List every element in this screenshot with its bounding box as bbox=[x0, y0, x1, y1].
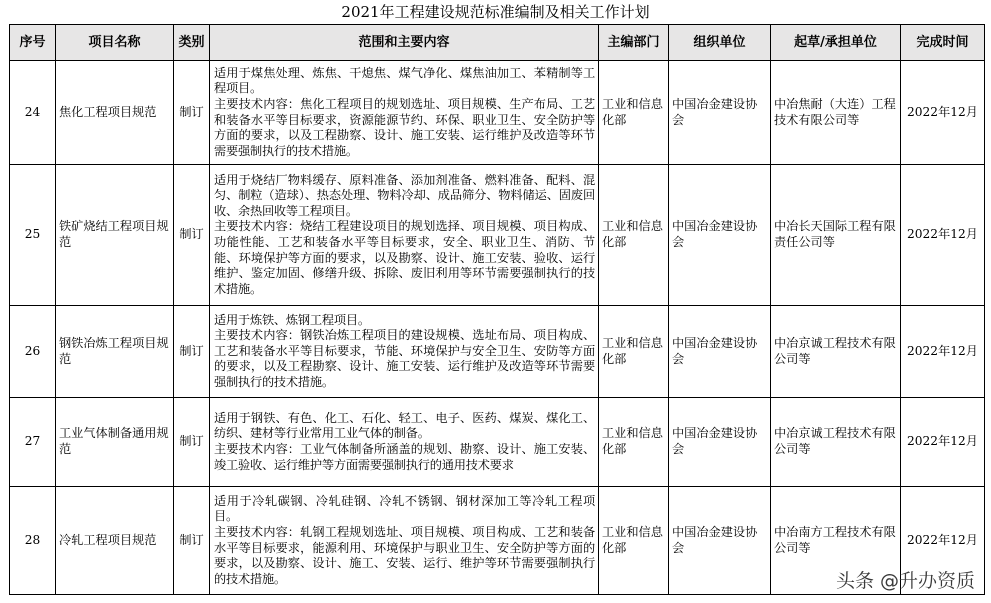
row-dept: 工业和信息化部 bbox=[599, 487, 669, 595]
row-project-name: 焦化工程项目规范 bbox=[56, 61, 174, 165]
row-due: 2022年12月 bbox=[901, 306, 985, 398]
row-no: 27 bbox=[10, 398, 56, 487]
row-content bbox=[210, 398, 599, 487]
row-type: 制订 bbox=[174, 398, 210, 487]
row-dept: 工业和信息化部 bbox=[599, 306, 669, 398]
content-paragraph: 适用于冷轧碳钢、冷轧硅钢、冷轧不锈钢、钢材深加工等冷轧工程项目。 bbox=[214, 493, 595, 524]
row-no: 26 bbox=[10, 306, 56, 398]
row-dept: 工业和信息化部 bbox=[599, 398, 669, 487]
row-due: 2022年12月 bbox=[901, 61, 985, 165]
row-project-name: 工业气体制备通用规范 bbox=[56, 398, 174, 487]
header-org: 组织单位 bbox=[669, 25, 771, 61]
row-due: 2022年12月 bbox=[901, 487, 985, 595]
row-org: 中国冶金建设协会 bbox=[669, 306, 771, 398]
row-org: 中国冶金建设协会 bbox=[669, 61, 771, 165]
content-paragraph: 主要技术内容：烧结工程建设项目的规划选择、项目规模、项目构成、功能性能、工艺和装备水平等目标要求，安全、职业卫生、消防、节能、环境保护等方面的要求，以及勘察、设计、施工安装、验收、运行维护、鉴定加固、修缮升级、拆除、废旧利用等环节需要强制执行的技术措施。 bbox=[214, 219, 595, 296]
row-org: 中国冶金建设协会 bbox=[669, 165, 771, 306]
content-paragraph: 主要技术内容：工业气体制备所涵盖的规划、勘察、设计、施工安装、竣工验收、运行维护等方面需要强制执行的通用技术要求 bbox=[214, 442, 595, 472]
header-content: 范围和主要内容 bbox=[210, 25, 599, 61]
header-drafter: 起草/承担单位 bbox=[771, 25, 901, 61]
row-project-name: 钢铁冶炼工程项目规范 bbox=[56, 306, 174, 398]
row-dept: 工业和信息化部 bbox=[599, 61, 669, 165]
row-content bbox=[210, 61, 599, 165]
row-drafter: 中冶京诚工程技术有限公司等 bbox=[771, 306, 901, 398]
row-drafter: 中冶京诚工程技术有限公司等 bbox=[771, 398, 901, 487]
header-type: 类别 bbox=[174, 25, 210, 61]
content-paragraph: 适用于炼铁、炼钢工程项目。 bbox=[214, 312, 370, 327]
header-no: 序号 bbox=[10, 25, 56, 61]
row-due: 2022年12月 bbox=[901, 165, 985, 306]
table-row bbox=[10, 306, 985, 398]
content-paragraph: 适用于烧结厂物料缓存、原料准备、添加剂准备、燃料准备、配料、混匀、制粒（造球）、热态处理、物料冷却、成品筛分、物料储运、固废回收、余热回收等工程项目。 bbox=[214, 172, 595, 218]
table-header-row bbox=[10, 25, 985, 61]
row-type: 制订 bbox=[174, 165, 210, 306]
row-drafter: 中冶南方工程技术有限公司等 bbox=[771, 487, 901, 595]
content-paragraph: 主要技术内容：轧钢工程规划选址、项目规模、项目构成、工艺和装备水平等目标要求，能源利用、环境保护与职业卫生、安全防护等方面的要求，以及勘察、设计、施工、安装、运行、维护等环节需要强制执行的技术措施。 bbox=[214, 524, 595, 586]
content-paragraph: 主要技术内容：钢铁冶炼工程项目的建设规模、选址布局、项目构成、工艺和装备水平等目标要求，节能、环境保护与安全卫生、安防等方面的要求，以及工程勘察、设计、施工安装、运行维护及改造等环节需要强制执行的技术措施。 bbox=[214, 328, 595, 389]
row-org: 中国冶金建设协会 bbox=[669, 398, 771, 487]
row-content bbox=[210, 487, 599, 595]
table-row bbox=[10, 61, 985, 165]
work-plan-table bbox=[9, 24, 985, 595]
row-no: 25 bbox=[10, 165, 56, 306]
row-type: 制订 bbox=[174, 306, 210, 398]
content-paragraph: 适用于钢铁、有色、化工、石化、轻工、电子、医药、煤炭、煤化工、纺织、建材等行业常用工业气体的制备。 bbox=[214, 410, 595, 441]
header-dept: 主编部门 bbox=[599, 25, 669, 61]
row-drafter: 中冶长天国际工程有限责任公司等 bbox=[771, 165, 901, 306]
document-title: 2021年工程建设规范标准编制及相关工作计划 bbox=[341, 3, 650, 21]
row-no: 28 bbox=[10, 487, 56, 595]
table-row bbox=[10, 165, 985, 306]
row-type: 制订 bbox=[174, 61, 210, 165]
row-content bbox=[210, 165, 599, 306]
row-no: 24 bbox=[10, 61, 56, 165]
row-dept: 工业和信息化部 bbox=[599, 165, 669, 306]
row-project-name: 铁矿烧结工程项目规范 bbox=[56, 165, 174, 306]
watermark: 头条 @升办资质 bbox=[835, 570, 975, 592]
row-project-name: 冷轧工程项目规范 bbox=[56, 487, 174, 595]
row-content bbox=[210, 306, 599, 398]
content-paragraph: 主要技术内容：焦化工程项目的规划选址、项目规模、生产布局、工艺和装备水平等目标要求，资源能源节约、环保、职业卫生、安全防护等方面的要求，以及工程勘察、设计、施工安装、运行维护及改造等环节需要强制执行的技术措施。 bbox=[214, 96, 595, 158]
header-project-name: 项目名称 bbox=[56, 25, 174, 61]
content-paragraph: 适用于煤焦处理、炼焦、干熄焦、煤气净化、煤焦油加工、苯精制等工程项目。 bbox=[214, 65, 595, 96]
row-drafter: 中冶焦耐（大连）工程技术有限公司等 bbox=[771, 61, 901, 165]
header-due: 完成时间 bbox=[901, 25, 985, 61]
row-org: 中国冶金建设协会 bbox=[669, 487, 771, 595]
row-type: 制订 bbox=[174, 487, 210, 595]
row-due: 2022年12月 bbox=[901, 398, 985, 487]
table-row bbox=[10, 398, 985, 487]
